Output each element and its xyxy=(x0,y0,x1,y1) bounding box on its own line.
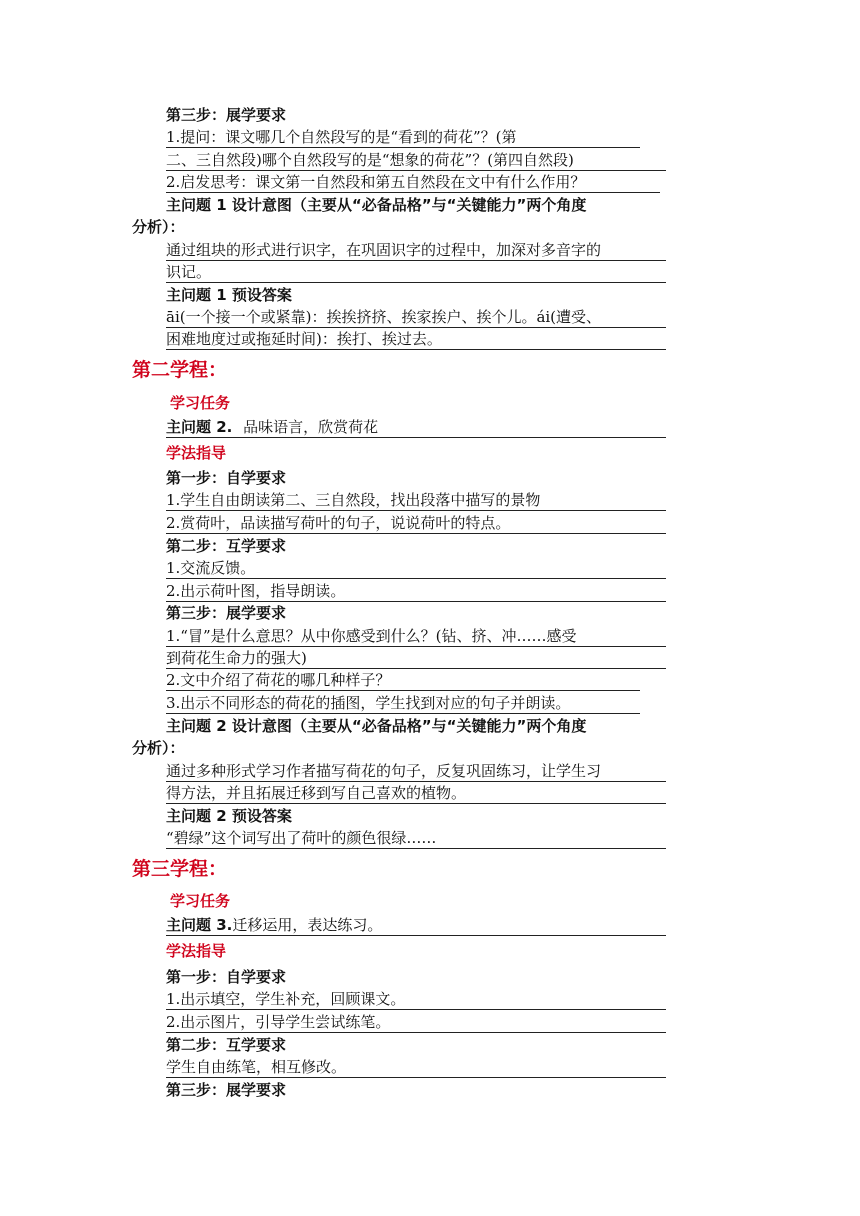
task-label: 学习任务 xyxy=(170,892,231,910)
step1-heading: 第一步：自学要求 xyxy=(166,968,287,986)
main-question xyxy=(166,915,666,936)
step2-heading: 第二步：互学要求 xyxy=(166,1036,287,1054)
design-intent-line: 得方法，并且拓展迁移到写自己喜欢的植物。 xyxy=(166,783,666,804)
stage-title-3: 第三学程： xyxy=(132,858,228,880)
step3-line: 1.提问：课文哪几个自然段写的是“看到的荷花”？(第 xyxy=(166,127,640,148)
step3-line: 1.“冒”是什么意思？从中你感受到什么？(钻、挤、冲……感受 xyxy=(166,626,666,647)
step3-line: 2.文中介绍了荷花的哪几种样子？ xyxy=(166,670,640,691)
step2-line: 1.交流反馈。 xyxy=(166,558,666,579)
preset-answer-heading: 主问题 2 预设答案 xyxy=(166,807,292,825)
main-question xyxy=(166,417,666,438)
step1-line: 1.学生自由朗读第二、三自然段，找出段落中描写的景物 xyxy=(166,490,666,511)
step3-line: 二、三自然段)哪个自然段写的是“想象的荷花”？(第四自然段) xyxy=(166,150,666,171)
step3-heading: 第三步：展学要求 xyxy=(166,1081,287,1099)
step3-heading: 第三步：展学要求 xyxy=(166,106,287,124)
step1-line: 2.赏荷叶，品读描写荷叶的句子，说说荷叶的特点。 xyxy=(166,513,666,534)
stage-title-2: 第二学程： xyxy=(132,359,228,381)
task-label: 学习任务 xyxy=(170,394,231,412)
design-intent-line: 通过组块的形式进行识字，在巩固识字的过程中，加深对多音字的 xyxy=(166,240,666,261)
step2-line: 2.出示荷叶图，指导朗读。 xyxy=(166,581,666,602)
step2-heading: 第二步：互学要求 xyxy=(166,537,287,555)
main-question-prefix: 主问题 2. xyxy=(166,418,233,436)
preset-answer-line: 困难地度过或拖延时间)：挨打、挨过去。 xyxy=(166,329,666,350)
design-intent-heading-cont: 分析）： xyxy=(132,739,185,757)
step3-line: 2.启发思考：课文第一自然段和第五自然段在文中有什么作用？ xyxy=(166,172,660,193)
design-intent-heading: 主问题 1 设计意图（主要从“必备品格”与“关键能力”两个角度 xyxy=(166,196,587,214)
step3-line: 3.出示不同形态的荷花的插图，学生找到对应的句子并朗读。 xyxy=(166,693,640,714)
step3-heading: 第三步：展学要求 xyxy=(166,604,287,622)
preset-answer-heading: 主问题 1 预设答案 xyxy=(166,286,292,304)
preset-answer-line: āi(一个接一个或紧靠)：挨挨挤挤、挨家挨户、挨个儿。ái(遭受、 xyxy=(166,307,666,328)
main-question-text: 品味语言，欣赏荷花 xyxy=(243,418,379,436)
method-label: 学法指导 xyxy=(166,444,227,462)
step1-heading: 第一步：自学要求 xyxy=(166,469,287,487)
step1-line: 1.出示填空，学生补充，回顾课文。 xyxy=(166,989,666,1010)
design-intent-line: 识记。 xyxy=(166,262,666,283)
step3-line: 到荷花生命力的强大) xyxy=(166,648,666,669)
design-intent-heading: 主问题 2 设计意图（主要从“必备品格”与“关键能力”两个角度 xyxy=(166,717,587,735)
step1-line: 2.出示图片，引导学生尝试练笔。 xyxy=(166,1012,666,1033)
design-intent-heading-cont: 分析）： xyxy=(132,218,185,236)
main-question-prefix: 主问题 3. xyxy=(166,916,233,934)
design-intent-line: 通过多种形式学习作者描写荷花的句子，反复巩固练习，让学生习 xyxy=(166,761,666,782)
method-label: 学法指导 xyxy=(166,942,227,960)
step2-line: 学生自由练笔，相互修改。 xyxy=(166,1057,666,1078)
main-question-text: 迁移运用，表达练习。 xyxy=(232,916,383,934)
preset-answer-line: “碧绿”这个词写出了荷叶的颜色很绿…… xyxy=(166,828,666,849)
